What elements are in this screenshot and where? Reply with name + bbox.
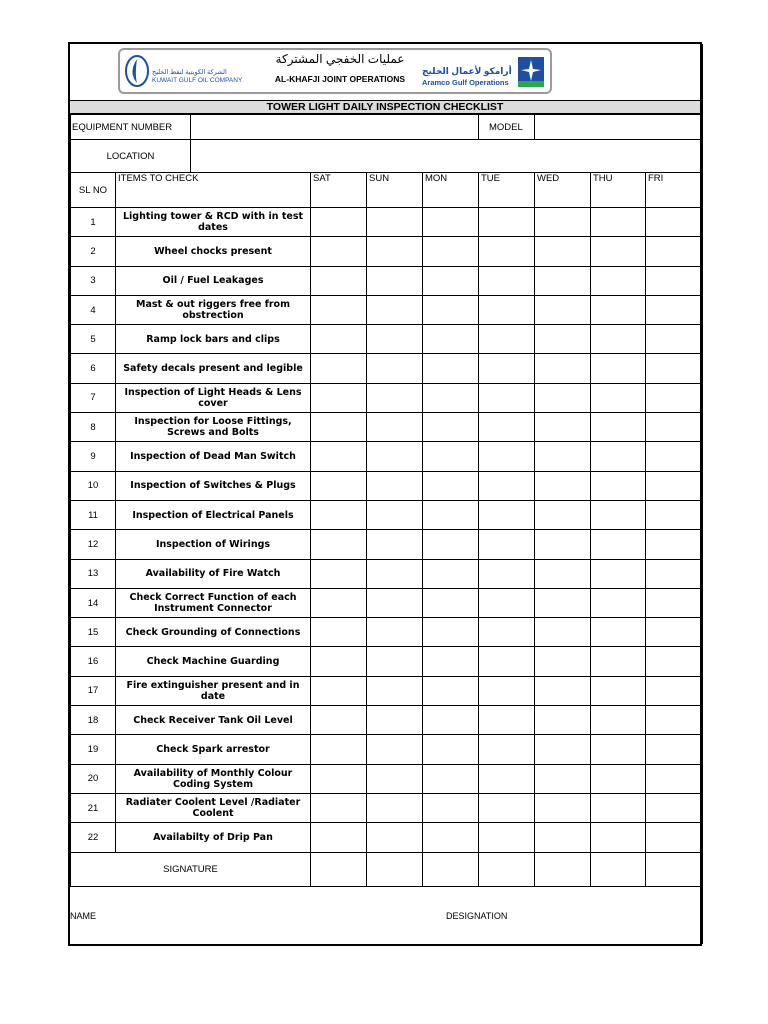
check-cell-wed[interactable] xyxy=(535,735,591,764)
check-cell-wed[interactable] xyxy=(535,823,591,852)
item-text: Check Receiver Tank Oil Level xyxy=(116,706,311,735)
check-cell-sun[interactable] xyxy=(367,706,423,735)
check-cell-fri[interactable] xyxy=(646,647,701,676)
item-number: 7 xyxy=(71,383,116,412)
table-row xyxy=(71,354,701,383)
check-cell-thu[interactable] xyxy=(591,325,646,354)
table-row xyxy=(71,823,701,852)
check-cell-fri[interactable] xyxy=(646,559,701,588)
check-cell-sun[interactable] xyxy=(367,735,423,764)
check-cell-fri[interactable] xyxy=(646,793,701,822)
table-row xyxy=(71,442,701,471)
item-number: 4 xyxy=(71,295,116,324)
item-number: 10 xyxy=(71,471,116,500)
table-row xyxy=(71,559,701,588)
check-cell-sun[interactable] xyxy=(367,325,423,354)
check-cell-sat[interactable] xyxy=(311,793,367,822)
arabic-title: عمليات الخفجي المشتركة xyxy=(275,52,405,66)
check-cell-tue[interactable] xyxy=(479,471,535,500)
aramco-arabic-name: أرامكو لأعمال الخليج xyxy=(422,66,512,76)
check-cell-mon[interactable] xyxy=(423,471,479,500)
check-cell-sun[interactable] xyxy=(367,354,423,383)
check-cell-wed[interactable] xyxy=(535,588,591,617)
koc-logo-icon xyxy=(124,54,150,88)
check-cell-tue[interactable] xyxy=(479,237,535,266)
signature-cell-wed[interactable] xyxy=(535,852,591,886)
item-text: Ramp lock bars and clips xyxy=(116,325,311,354)
logo-banner xyxy=(118,48,552,94)
check-cell-fri[interactable] xyxy=(646,442,701,471)
check-cell-sat[interactable] xyxy=(311,471,367,500)
check-cell-sun[interactable] xyxy=(367,588,423,617)
signature-cell-fri[interactable] xyxy=(646,852,701,886)
check-cell-mon[interactable] xyxy=(423,559,479,588)
check-cell-sat[interactable] xyxy=(311,266,367,295)
check-cell-thu[interactable] xyxy=(591,647,646,676)
check-cell-sun[interactable] xyxy=(367,559,423,588)
check-cell-fri[interactable] xyxy=(646,354,701,383)
check-cell-wed[interactable] xyxy=(535,793,591,822)
items-header: ITEMS TO CHECK xyxy=(116,173,311,208)
check-cell-thu[interactable] xyxy=(591,618,646,647)
check-cell-tue[interactable] xyxy=(479,383,535,412)
check-cell-sat[interactable] xyxy=(311,354,367,383)
check-cell-sat[interactable] xyxy=(311,442,367,471)
item-text: Wheel chocks present xyxy=(116,237,311,266)
check-cell-tue[interactable] xyxy=(479,735,535,764)
signature-cell-sat[interactable] xyxy=(311,852,367,886)
check-cell-fri[interactable] xyxy=(646,618,701,647)
check-cell-tue[interactable] xyxy=(479,442,535,471)
check-cell-tue[interactable] xyxy=(479,588,535,617)
check-cell-sat[interactable] xyxy=(311,208,367,237)
check-cell-thu[interactable] xyxy=(591,413,646,442)
check-cell-fri[interactable] xyxy=(646,676,701,705)
table-row xyxy=(71,764,701,793)
check-cell-wed[interactable] xyxy=(535,706,591,735)
check-cell-fri[interactable] xyxy=(646,266,701,295)
check-cell-sat[interactable] xyxy=(311,735,367,764)
check-cell-sun[interactable] xyxy=(367,266,423,295)
check-cell-tue[interactable] xyxy=(479,413,535,442)
check-cell-wed[interactable] xyxy=(535,237,591,266)
check-cell-fri[interactable] xyxy=(646,295,701,324)
check-cell-sun[interactable] xyxy=(367,383,423,412)
signature-row xyxy=(71,852,701,886)
check-cell-tue[interactable] xyxy=(479,325,535,354)
check-cell-sat[interactable] xyxy=(311,706,367,735)
day-header-sun: SUN xyxy=(367,173,423,208)
sl-no-header: SL NO xyxy=(71,173,116,208)
check-cell-tue[interactable] xyxy=(479,823,535,852)
signature-cell-tue[interactable] xyxy=(479,852,535,886)
signature-cell-mon[interactable] xyxy=(423,852,479,886)
table-row xyxy=(71,500,701,529)
check-cell-thu[interactable] xyxy=(591,706,646,735)
check-cell-thu[interactable] xyxy=(591,735,646,764)
check-cell-sun[interactable] xyxy=(367,764,423,793)
check-cell-tue[interactable] xyxy=(479,618,535,647)
item-text: Lighting tower & RCD with in test dates xyxy=(116,208,311,237)
item-text: Availabilty of Drip Pan xyxy=(116,823,311,852)
english-title: AL-KHAFJI JOINT OPERATIONS xyxy=(274,74,406,84)
check-cell-fri[interactable] xyxy=(646,823,701,852)
item-number: 22 xyxy=(71,823,116,852)
day-header-thu: THU xyxy=(591,173,646,208)
check-cell-mon[interactable] xyxy=(423,383,479,412)
inspection-table xyxy=(70,114,701,887)
item-number: 9 xyxy=(71,442,116,471)
table-row xyxy=(71,295,701,324)
koc-arabic-name: الشركة الكويتية لنفط الخليج xyxy=(152,69,227,76)
check-cell-sun[interactable] xyxy=(367,676,423,705)
item-number: 20 xyxy=(71,764,116,793)
check-cell-sat[interactable] xyxy=(311,413,367,442)
check-cell-wed[interactable] xyxy=(535,208,591,237)
check-cell-fri[interactable] xyxy=(646,500,701,529)
check-cell-sat[interactable] xyxy=(311,618,367,647)
check-cell-tue[interactable] xyxy=(479,530,535,559)
item-text: Safety decals present and legible xyxy=(116,354,311,383)
signature-cell-thu[interactable] xyxy=(591,852,646,886)
check-cell-thu[interactable] xyxy=(591,793,646,822)
check-cell-thu[interactable] xyxy=(591,500,646,529)
check-cell-thu[interactable] xyxy=(591,208,646,237)
model-field[interactable] xyxy=(535,115,701,140)
check-cell-sat[interactable] xyxy=(311,676,367,705)
check-cell-mon[interactable] xyxy=(423,764,479,793)
table-row xyxy=(71,413,701,442)
check-cell-fri[interactable] xyxy=(646,764,701,793)
item-text: Inspection of Electrical Panels xyxy=(116,500,311,529)
check-cell-tue[interactable] xyxy=(479,354,535,383)
check-cell-sat[interactable] xyxy=(311,647,367,676)
check-cell-sun[interactable] xyxy=(367,237,423,266)
check-cell-thu[interactable] xyxy=(591,354,646,383)
table-row xyxy=(71,793,701,822)
check-cell-mon[interactable] xyxy=(423,647,479,676)
table-row xyxy=(71,706,701,735)
check-cell-tue[interactable] xyxy=(479,559,535,588)
item-text: Inspection of Light Heads & Lens cover xyxy=(116,383,311,412)
item-text: Inspection for Loose Fittings, Screws and Bolts xyxy=(116,413,311,442)
item-number: 3 xyxy=(71,266,116,295)
check-cell-tue[interactable] xyxy=(479,706,535,735)
check-cell-wed[interactable] xyxy=(535,530,591,559)
check-cell-fri[interactable] xyxy=(646,413,701,442)
check-cell-wed[interactable] xyxy=(535,764,591,793)
check-cell-tue[interactable] xyxy=(479,793,535,822)
item-text: Check Grounding of Connections xyxy=(116,618,311,647)
equipment-number-label: EQUIPMENT NUMBER xyxy=(71,115,191,140)
table-row xyxy=(71,676,701,705)
check-cell-mon[interactable] xyxy=(423,676,479,705)
check-cell-fri[interactable] xyxy=(646,325,701,354)
item-number: 18 xyxy=(71,706,116,735)
check-cell-fri[interactable] xyxy=(646,383,701,412)
check-cell-sat[interactable] xyxy=(311,559,367,588)
check-cell-tue[interactable] xyxy=(479,676,535,705)
table-row xyxy=(71,266,701,295)
day-header-sat: SAT xyxy=(311,173,367,208)
check-cell-sun[interactable] xyxy=(367,442,423,471)
check-cell-sun[interactable] xyxy=(367,500,423,529)
aramco-star-icon xyxy=(518,57,544,87)
table-row xyxy=(71,208,701,237)
check-cell-sun[interactable] xyxy=(367,208,423,237)
day-header-fri: FRI xyxy=(646,173,701,208)
check-cell-thu[interactable] xyxy=(591,471,646,500)
footer xyxy=(70,886,700,946)
name-label: NAME xyxy=(70,911,97,921)
check-cell-sun[interactable] xyxy=(367,530,423,559)
table-row xyxy=(71,588,701,617)
check-cell-tue[interactable] xyxy=(479,295,535,324)
check-cell-sat[interactable] xyxy=(311,588,367,617)
check-cell-mon[interactable] xyxy=(423,793,479,822)
check-cell-sun[interactable] xyxy=(367,647,423,676)
item-number: 17 xyxy=(71,676,116,705)
aramco-logo xyxy=(416,56,548,90)
item-number: 13 xyxy=(71,559,116,588)
check-cell-mon[interactable] xyxy=(423,325,479,354)
item-number: 12 xyxy=(71,530,116,559)
equipment-number-field[interactable] xyxy=(191,115,479,140)
koc-english-name: KUWAIT GULF OIL COMPANY xyxy=(152,77,243,84)
item-text: Check Machine Guarding xyxy=(116,647,311,676)
check-cell-mon[interactable] xyxy=(423,413,479,442)
item-text: Radiater Coolent Level /Radiater Coolent xyxy=(116,793,311,822)
check-cell-fri[interactable] xyxy=(646,208,701,237)
checklist-sheet xyxy=(68,42,702,946)
column-header-row xyxy=(71,173,701,208)
check-cell-fri[interactable] xyxy=(646,706,701,735)
item-text: Fire extinguisher present and in date xyxy=(116,676,311,705)
check-cell-wed[interactable] xyxy=(535,295,591,324)
check-cell-wed[interactable] xyxy=(535,413,591,442)
check-cell-thu[interactable] xyxy=(591,442,646,471)
check-cell-sat[interactable] xyxy=(311,383,367,412)
item-text: Inspection of Dead Man Switch xyxy=(116,442,311,471)
check-cell-wed[interactable] xyxy=(535,647,591,676)
check-cell-mon[interactable] xyxy=(423,735,479,764)
table-row xyxy=(71,735,701,764)
check-cell-sat[interactable] xyxy=(311,325,367,354)
check-cell-thu[interactable] xyxy=(591,383,646,412)
item-number: 21 xyxy=(71,793,116,822)
table-row xyxy=(71,237,701,266)
check-cell-mon[interactable] xyxy=(423,706,479,735)
item-text: Check Correct Function of each Instrument Connector xyxy=(116,588,311,617)
check-cell-wed[interactable] xyxy=(535,559,591,588)
item-text: Oil / Fuel Leakages xyxy=(116,266,311,295)
check-cell-sat[interactable] xyxy=(311,500,367,529)
check-cell-sat[interactable] xyxy=(311,237,367,266)
check-cell-mon[interactable] xyxy=(423,237,479,266)
check-cell-fri[interactable] xyxy=(646,588,701,617)
item-text: Inspection of Wirings xyxy=(116,530,311,559)
table-row xyxy=(71,618,701,647)
item-number: 5 xyxy=(71,325,116,354)
check-cell-wed[interactable] xyxy=(535,676,591,705)
check-cell-thu[interactable] xyxy=(591,266,646,295)
item-number: 6 xyxy=(71,354,116,383)
day-header-tue: TUE xyxy=(479,173,535,208)
signature-cell-sun[interactable] xyxy=(367,852,423,886)
check-cell-mon[interactable] xyxy=(423,354,479,383)
check-cell-mon[interactable] xyxy=(423,266,479,295)
check-cell-sat[interactable] xyxy=(311,823,367,852)
check-cell-sat[interactable] xyxy=(311,530,367,559)
check-cell-sun[interactable] xyxy=(367,471,423,500)
item-number: 2 xyxy=(71,237,116,266)
check-cell-mon[interactable] xyxy=(423,618,479,647)
check-cell-mon[interactable] xyxy=(423,530,479,559)
item-text: Inspection of Switches & Plugs xyxy=(116,471,311,500)
aramco-english-name: Aramco Gulf Operations xyxy=(422,78,509,87)
check-cell-mon[interactable] xyxy=(423,295,479,324)
designation-label: DESIGNATION xyxy=(446,911,508,921)
day-header-wed: WED xyxy=(535,173,591,208)
check-cell-wed[interactable] xyxy=(535,500,591,529)
check-cell-mon[interactable] xyxy=(423,588,479,617)
check-cell-sun[interactable] xyxy=(367,295,423,324)
check-cell-tue[interactable] xyxy=(479,500,535,529)
check-cell-wed[interactable] xyxy=(535,471,591,500)
table-row xyxy=(71,325,701,354)
check-cell-thu[interactable] xyxy=(591,588,646,617)
check-cell-sun[interactable] xyxy=(367,618,423,647)
check-cell-thu[interactable] xyxy=(591,530,646,559)
location-row xyxy=(71,140,701,173)
check-cell-fri[interactable] xyxy=(646,471,701,500)
check-cell-thu[interactable] xyxy=(591,559,646,588)
check-cell-mon[interactable] xyxy=(423,500,479,529)
check-cell-mon[interactable] xyxy=(423,208,479,237)
model-label: MODEL xyxy=(479,115,535,140)
check-cell-wed[interactable] xyxy=(535,383,591,412)
check-cell-sun[interactable] xyxy=(367,793,423,822)
check-cell-fri[interactable] xyxy=(646,735,701,764)
check-cell-wed[interactable] xyxy=(535,266,591,295)
check-cell-wed[interactable] xyxy=(535,325,591,354)
check-cell-fri[interactable] xyxy=(646,530,701,559)
item-number: 11 xyxy=(71,500,116,529)
check-cell-fri[interactable] xyxy=(646,237,701,266)
check-cell-thu[interactable] xyxy=(591,676,646,705)
check-cell-mon[interactable] xyxy=(423,442,479,471)
check-cell-wed[interactable] xyxy=(535,618,591,647)
check-cell-sun[interactable] xyxy=(367,823,423,852)
form-title: TOWER LIGHT DAILY INSPECTION CHECKLIST xyxy=(70,100,700,114)
check-cell-tue[interactable] xyxy=(479,266,535,295)
location-label: LOCATION xyxy=(71,140,191,173)
item-number: 16 xyxy=(71,647,116,676)
item-text: Availability of Fire Watch xyxy=(116,559,311,588)
table-row xyxy=(71,471,701,500)
item-number: 8 xyxy=(71,413,116,442)
item-number: 14 xyxy=(71,588,116,617)
item-text: Availability of Monthly Colour Coding System xyxy=(116,764,311,793)
header xyxy=(70,44,700,100)
location-field[interactable] xyxy=(191,140,701,173)
check-cell-tue[interactable] xyxy=(479,647,535,676)
item-number: 1 xyxy=(71,208,116,237)
check-cell-thu[interactable] xyxy=(591,764,646,793)
check-cell-tue[interactable] xyxy=(479,208,535,237)
check-cell-tue[interactable] xyxy=(479,764,535,793)
check-cell-thu[interactable] xyxy=(591,823,646,852)
item-text: Mast & out riggers free from obstrection xyxy=(116,295,311,324)
item-number: 19 xyxy=(71,735,116,764)
day-header-mon: MON xyxy=(423,173,479,208)
table-row xyxy=(71,383,701,412)
item-number: 15 xyxy=(71,618,116,647)
check-cell-sun[interactable] xyxy=(367,413,423,442)
table-row xyxy=(71,647,701,676)
check-cell-wed[interactable] xyxy=(535,354,591,383)
koc-name xyxy=(152,69,242,85)
item-text: Check Spark arrestor xyxy=(116,735,311,764)
check-cell-thu[interactable] xyxy=(591,237,646,266)
signature-label: SIGNATURE xyxy=(71,852,311,886)
check-cell-mon[interactable] xyxy=(423,823,479,852)
table-row xyxy=(71,530,701,559)
check-cell-sat[interactable] xyxy=(311,295,367,324)
check-cell-wed[interactable] xyxy=(535,442,591,471)
check-cell-thu[interactable] xyxy=(591,295,646,324)
check-cell-sat[interactable] xyxy=(311,764,367,793)
equipment-row xyxy=(71,115,701,140)
